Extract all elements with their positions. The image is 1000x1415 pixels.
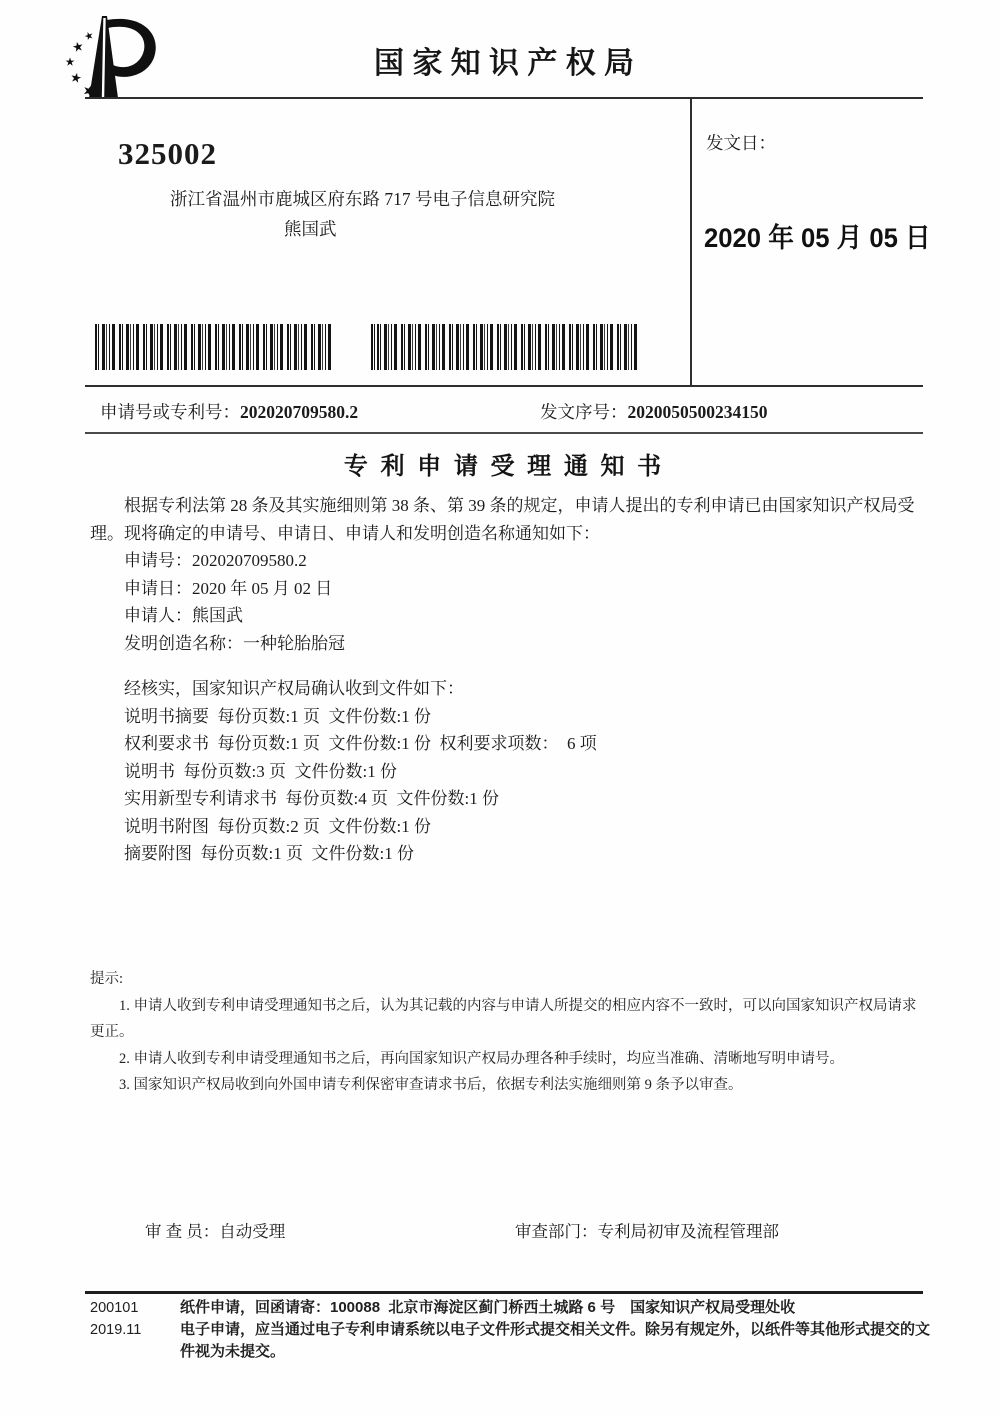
serial-number-row bbox=[540, 399, 768, 424]
tip-item-1: 1. 申请人收到专利申请受理通知书之后，认为其记载的内容与申请人所提交的相应内容不一致时，可以向国家知识产权局请求更正。 bbox=[90, 997, 917, 1040]
examiner-label: 审 查 员： bbox=[145, 1222, 220, 1241]
footer-notes bbox=[180, 1297, 938, 1363]
field-invention-title: 发明创造名称：一种轮胎胎冠 bbox=[124, 633, 345, 653]
serial-number-value: 2020050500234150 bbox=[627, 402, 768, 422]
recipient-name: 熊国武 bbox=[284, 219, 337, 239]
field-application-date: 申请日：2020 年 05 月 02 日 bbox=[124, 578, 333, 598]
department-row bbox=[515, 1218, 779, 1242]
application-number-row bbox=[100, 399, 358, 424]
notice-paragraph: 根据专利法第 28 条及其实施细则第 38 条、第 39 条的规定，申请人提出的专利申请已由国家知识产权局受理。现将确定的申请号、申请日、申请人和发明创造名称通知如下： bbox=[90, 496, 915, 543]
tip-item-3: 3. 国家知识产权局收到向外国申请专利保密审查请求书后，依据专利法实施细则第 9 条予以审查。 bbox=[119, 1077, 743, 1093]
field-applicant: 申请人：熊国武 bbox=[124, 606, 243, 625]
postal-code: 325002 bbox=[118, 136, 217, 171]
received-item-abstract-figure: 摘要附图 每份页数:1 页 文件份数:1 份 bbox=[124, 844, 414, 863]
received-intro: 经核实，国家知识产权局确认收到文件如下： bbox=[124, 679, 464, 698]
dispatch-date-label: 发文日： bbox=[706, 133, 776, 153]
department-label: 审查部门： bbox=[515, 1222, 598, 1241]
header-divider bbox=[85, 97, 923, 99]
footer-revision-date: 2019.11 bbox=[90, 1322, 142, 1338]
received-item-drawings: 说明书附图 每份页数:2 页 文件份数:1 份 bbox=[124, 816, 431, 836]
footer-electronic-note: 电子申请，应当通过电子专利申请系统以电子文件形式提交相关文件。除另有规定外，以纸件等其他形式提交的文件视为未提交。 bbox=[180, 1321, 931, 1360]
dispatch-box-divider bbox=[690, 97, 692, 386]
reference-row-divider bbox=[85, 432, 923, 434]
recipient-address: 浙江省温州市鹿城区府东路 717 号电子信息研究院 bbox=[170, 189, 555, 209]
tip-item-2: 2. 申请人收到专利申请受理通知书之后，再向国家知识产权局办理各种手续时，均应当准确、清晰地写明申请号。 bbox=[119, 1050, 844, 1067]
application-number-value: 202020709580.2 bbox=[240, 402, 359, 422]
examiner-row bbox=[145, 1218, 285, 1242]
tips-section bbox=[90, 966, 923, 1099]
notice-title: 专 利 申 请 受 理 通 知 书 bbox=[343, 453, 665, 480]
application-number-label: 申请号或专利号： bbox=[100, 402, 240, 422]
department-value: 专利局初审及流程管理部 bbox=[597, 1222, 779, 1241]
agency-title: 国 家 知 识 产 权 局 bbox=[373, 47, 634, 80]
received-item-description: 说明书 每份页数:3 页 文件份数:1 份 bbox=[124, 761, 397, 781]
serial-number-label: 发文序号： bbox=[540, 402, 628, 422]
footer-divider bbox=[85, 1291, 923, 1294]
barcode-left bbox=[95, 324, 331, 370]
footer-codes bbox=[90, 1297, 175, 1341]
notice-body bbox=[90, 492, 923, 868]
tips-label: 提示: bbox=[90, 971, 124, 987]
barcode-section-divider bbox=[85, 385, 923, 387]
footer-form-code: 200101 bbox=[90, 1300, 139, 1316]
barcode-right bbox=[370, 324, 640, 370]
dispatch-date-value: 2020 年 05 月 05 日 bbox=[704, 223, 931, 253]
examiner-value: 自动受理 bbox=[219, 1222, 286, 1241]
received-item-claims: 权利要求书 每份页数:1 页 文件份数:1 份 权利要求项数： 6 项 bbox=[124, 734, 597, 753]
field-application-number: 申请号：202020709580.2 bbox=[124, 551, 307, 570]
received-item-abstract: 说明书摘要 每份页数:1 页 文件份数:1 份 bbox=[124, 706, 431, 726]
footer-paper-note: 纸件申请，回函请寄：100088 北京市海淀区蓟门桥西土城路 6 号 国家知识产权局受理处收 bbox=[180, 1299, 796, 1316]
received-item-request-form: 实用新型专利请求书 每份页数:4 页 文件份数:1 份 bbox=[124, 789, 499, 808]
